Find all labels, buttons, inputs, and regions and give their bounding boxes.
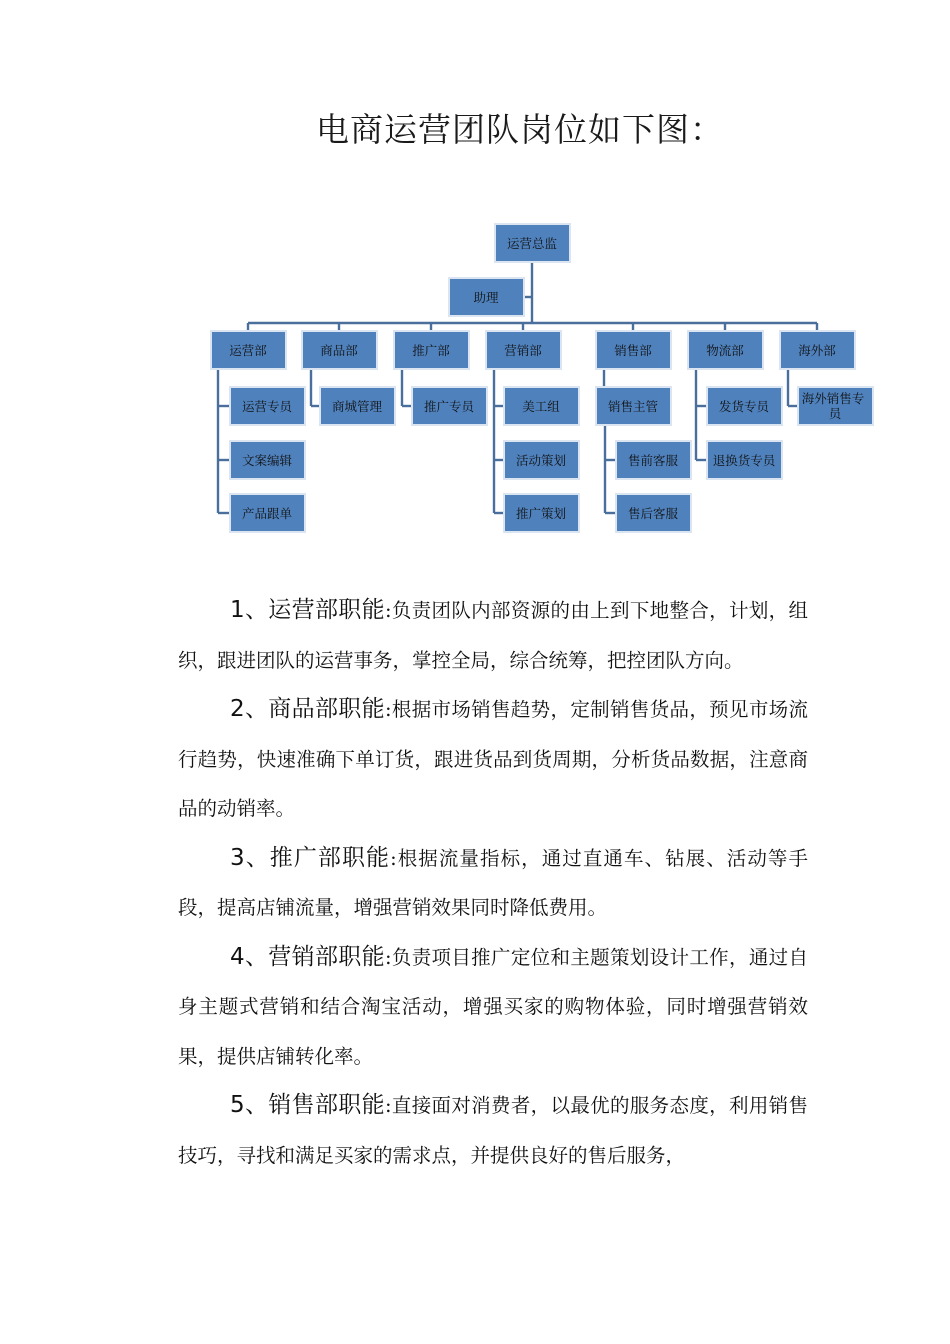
- org-node-label-line1: 海外销售专: [801, 391, 865, 406]
- section-paragraph: [178, 685, 808, 834]
- org-chart: [0, 0, 950, 560]
- section-heading: 商品部职能: [268, 696, 385, 722]
- org-node-label: 商品部: [320, 343, 358, 358]
- org-node-role: [707, 441, 782, 479]
- section-list: [178, 586, 808, 1180]
- section-body: 直接面对消费者，以最优的服务态度，利用销售技巧，寻找和满足买家的需求点，并提供良好的售后服务，: [178, 1094, 808, 1167]
- section-body: 负责团队内部资源的由上到下地整合，计划，组织，跟进团队的运营事务，掌控全局，综合统筹，把控团队方向。: [178, 599, 808, 672]
- org-node-role: [230, 441, 305, 479]
- org-node-role: [596, 387, 671, 425]
- org-node-label: 销售主管: [607, 399, 659, 414]
- section-heading: 推广部职能: [269, 844, 391, 871]
- org-node-role: [616, 494, 691, 532]
- org-node-role: [798, 387, 873, 425]
- section-number: 2、: [230, 696, 269, 722]
- section-body: 根据流量指标，通过直通车、钻展、活动等手段，提高店铺流量，增强营销效果同时降低费用。: [178, 846, 808, 919]
- org-node-dept: [486, 331, 561, 369]
- org-node-role: [504, 387, 579, 425]
- section-paragraph: [178, 933, 808, 1082]
- section-body: 根据市场销售趋势，定制销售货品，预见市场流行趋势，快速准确下单订货，跟进货品到货周期，分析货品数据，注意商品的动销率。: [178, 698, 808, 820]
- org-node-dept: [780, 331, 855, 369]
- org-node-role: [504, 494, 579, 532]
- org-node-label: 美工组: [522, 399, 560, 414]
- org-node-role: [504, 441, 579, 479]
- org-node-role: [230, 387, 305, 425]
- org-node-assistant: [449, 278, 524, 316]
- org-node-label: 商城管理: [331, 399, 383, 414]
- section-heading: 运营部职能: [268, 597, 385, 623]
- org-node-role: [616, 441, 691, 479]
- org-node-label: 退换货专员: [712, 453, 776, 468]
- section-number: 4、: [230, 943, 269, 970]
- org-node-label: 运营专员: [241, 399, 293, 414]
- section-paragraph: [178, 834, 808, 933]
- section-number: 1、: [230, 597, 269, 623]
- org-node-label: 推广专员: [423, 399, 475, 414]
- section-colon: :: [384, 1094, 392, 1117]
- section-number: 3、: [230, 844, 270, 871]
- org-node-label: 产品跟单: [241, 506, 293, 521]
- org-node-label: 文案编辑: [241, 453, 293, 468]
- org-node-label: 物流部: [706, 343, 744, 358]
- org-node-role: [320, 387, 395, 425]
- org-node-dept: [596, 331, 671, 369]
- section-paragraph: [178, 1081, 808, 1180]
- section-heading: 销售部职能: [268, 1092, 385, 1118]
- org-node-label: 推广部: [412, 343, 450, 358]
- org-node-label: 运营总监: [506, 236, 558, 251]
- section-heading: 营销部职能: [268, 943, 385, 970]
- org-node-dept: [688, 331, 763, 369]
- section-number: 5、: [230, 1092, 269, 1118]
- page-title: 电商运营团队岗位如下图：: [316, 110, 724, 149]
- org-node-label: 运营部: [229, 343, 267, 358]
- section-paragraph: [178, 586, 808, 685]
- org-node-dept: [302, 331, 377, 369]
- org-node-dept: [211, 331, 286, 369]
- section-colon: :: [390, 846, 397, 870]
- org-node-role: [230, 494, 305, 532]
- section-body: 负责项目推广定位和主题策划设计工作，通过自身主题式营销和结合淘宝活动，增强买家的购物体验，同时增强营销效果，提供店铺转化率。: [178, 945, 808, 1068]
- section-colon: :: [384, 945, 392, 969]
- org-node-role: [412, 387, 487, 425]
- section-colon: :: [384, 599, 392, 622]
- org-node-label: 活动策划: [515, 453, 567, 468]
- org-node-label: 售前客服: [627, 453, 679, 468]
- org-node-label: 发货专员: [718, 399, 770, 414]
- org-node-label: 销售部: [614, 343, 652, 358]
- org-node-root: [495, 224, 570, 262]
- org-node-dept: [394, 331, 469, 369]
- org-node-label: 助理: [473, 290, 499, 305]
- section-colon: :: [384, 698, 392, 721]
- org-node-label: 推广策划: [515, 506, 567, 521]
- org-node-label-line2: 员: [828, 406, 842, 421]
- org-node-label: 售后客服: [627, 506, 679, 521]
- org-node-label: 营销部: [504, 343, 542, 358]
- org-node-label: 海外部: [798, 343, 836, 358]
- org-node-role: [707, 387, 782, 425]
